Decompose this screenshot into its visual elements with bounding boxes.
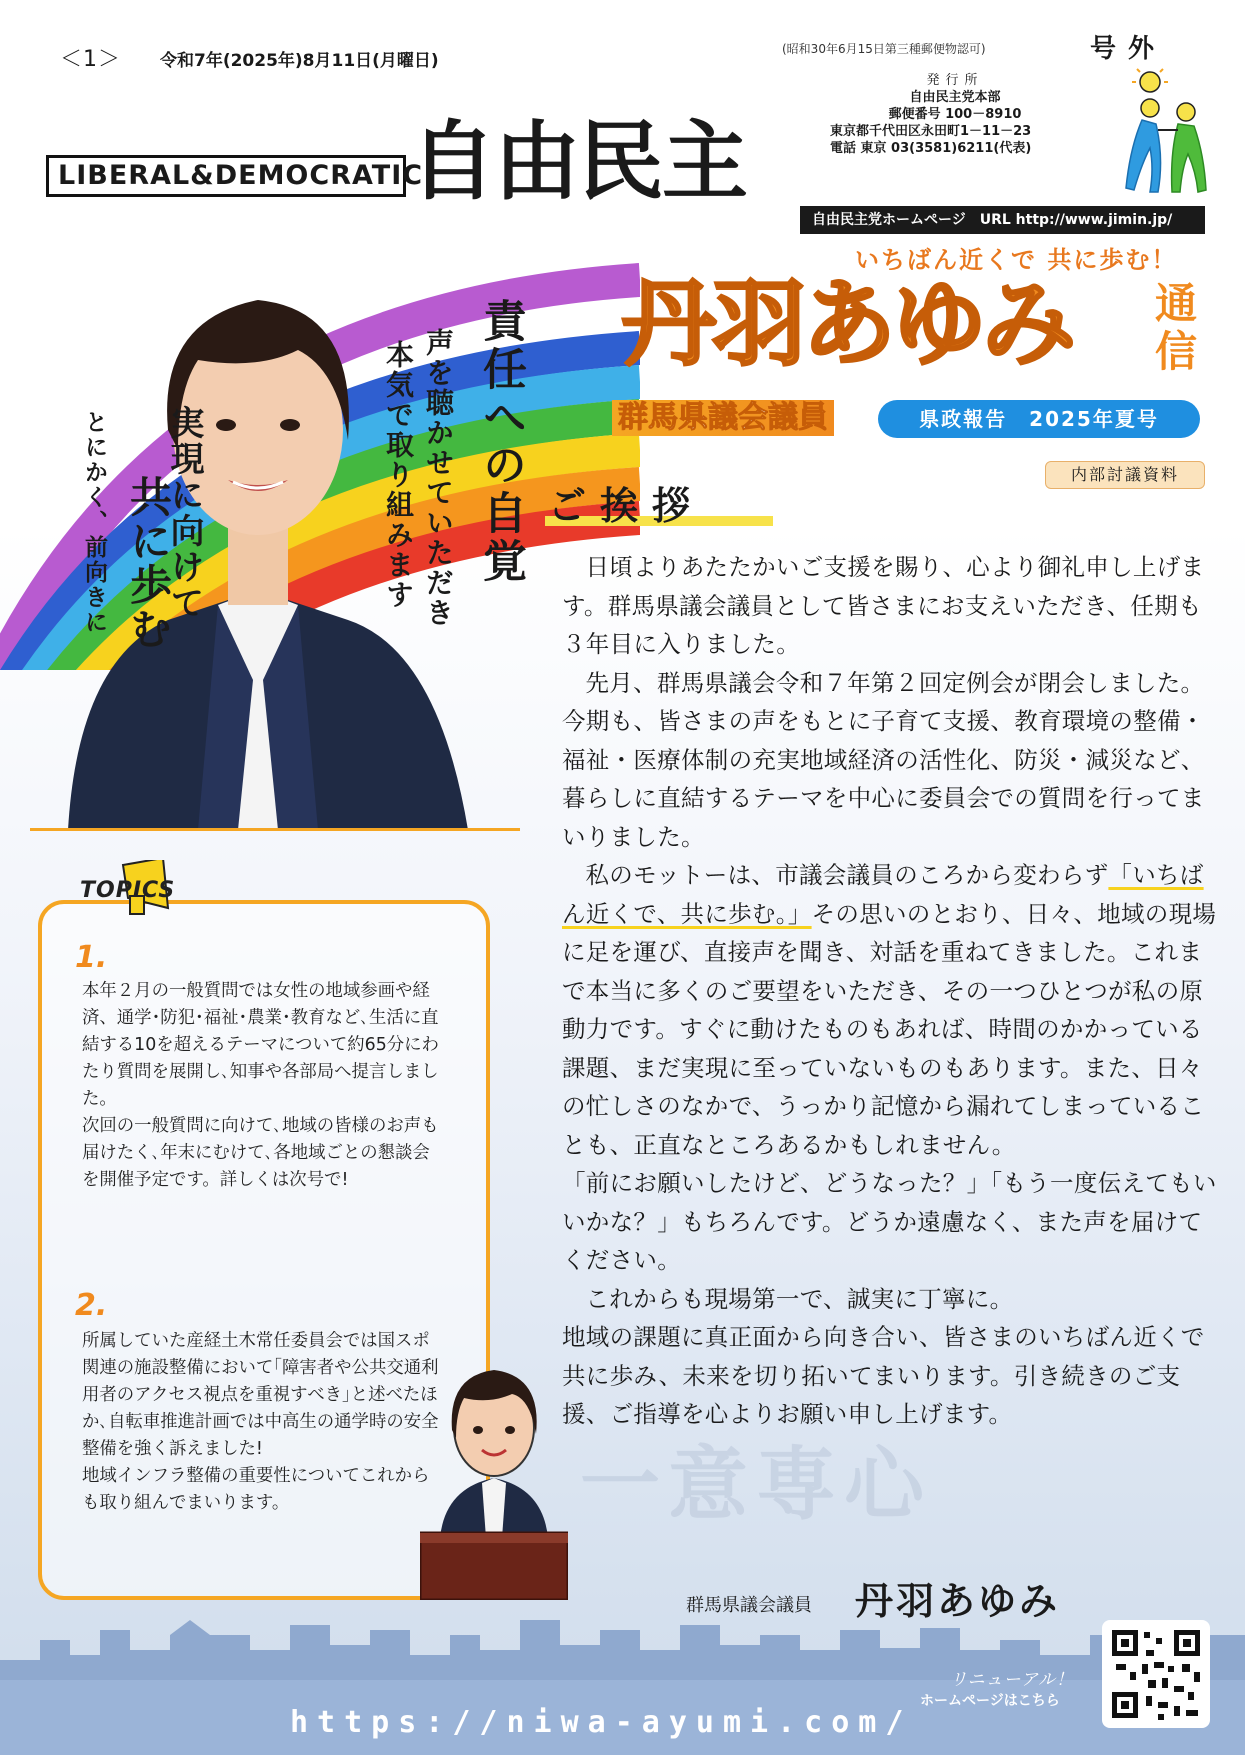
topic-text: 本年２月の一般質問では女性の地域参画や経済、通学･防犯･福祉･農業･教育など､生活に直結する10を超えるテーマについて約65分にわたり質問を展開し､知事や各部局へ提言しました。: [82, 981, 439, 1109]
extra-edition-label: 号外: [1090, 34, 1167, 64]
signature-name: 丹羽あゆみ: [855, 1578, 1061, 1623]
greeting-title: ご挨拶: [548, 483, 705, 528]
signature-role: 群馬県議会議員: [686, 1595, 812, 1616]
greeting-text: 私のモットーは、市議会議員のころから変わらず: [585, 861, 1109, 889]
greeting-paragraph: [562, 856, 1217, 1164]
issue-label: 県政報告 2025年夏号: [878, 400, 1200, 438]
internal-document-badge: 内部討議資料: [1045, 461, 1205, 489]
cartoon-illustration: [420, 1338, 568, 1600]
postal-approval: (昭和30年6月15日第三種郵便物認可): [782, 42, 986, 56]
homepage-link-label: ホームページはこちら: [920, 1693, 1060, 1709]
publisher-address: 東京都千代田区永田町1－11－23: [830, 124, 1032, 139]
greeting-body: [562, 548, 1217, 1434]
candidate-website-url[interactable]: https://niwa-ayumi.com/: [290, 1705, 913, 1740]
topic-item-1: [82, 978, 442, 1194]
topic-text: 所属していた産経土木常任委員会では国スポ関連の施設整備において｢障害者や公共交通利用者のアクセス視点を重視すべき｣と述べたほか､自転車推進計画では中高生の通学時の安全整備を強く訴えました!: [82, 1331, 439, 1459]
slogan-serious: 本気で取り組みます: [382, 340, 415, 610]
greeting-paragraph: 日頃よりあたたかいご支援を賜り、心より御礼申し上げます。群馬県議会議員として皆さまにお支えいただき、任期も３年目に入りました。: [562, 553, 1205, 658]
slogan-realize: 実現に向けて: [164, 405, 204, 621]
publisher-name: 自由民主党本部: [909, 90, 1001, 105]
topics-label: TOPICS: [80, 878, 176, 903]
topic-number: 2.: [75, 1288, 108, 1323]
slogan-listen: 声を聴かせていただき: [422, 328, 455, 628]
publisher-block: [830, 72, 1080, 157]
greeting-paragraph: これからも現場第一で、誠実に丁寧に。: [585, 1284, 1014, 1313]
postal-code: 郵便番号 100－8910: [888, 107, 1022, 122]
issue-date: 令和7年(2025年)8月11日(月曜日): [160, 51, 439, 71]
publisher-label: 発行所: [926, 73, 984, 88]
party-mascot-icon: [1112, 68, 1222, 198]
slogan-forward: とにかく、前向きに: [81, 410, 108, 635]
issue-number: ＜1＞: [60, 47, 121, 72]
motto-highlight: 「いちばん近くで、共に歩む。」: [562, 861, 1204, 928]
greeting-paragraph: 地域の課題に真正面から向き合い、皆さまのいちばん近くで共に歩み、未来を切り拓いてまいります。引き続きのご支援、ご指導を心よりお願い申し上げます。: [562, 1323, 1205, 1428]
logo-english: LIBERAL&DEMOCRATIC: [58, 160, 424, 191]
newsletter-label: 通信: [1154, 279, 1197, 376]
slogan-walk-together: 共に歩む: [124, 475, 173, 651]
topic-text: 次回の一般質問に向けて､地域の皆様のお声も届けたく､年末にむけて､各地域ごとの懇談会を開催予定です。詳しくは次号で!: [82, 1116, 439, 1190]
qr-code-icon[interactable]: [1102, 1620, 1210, 1728]
candidate-name-title: 丹羽あゆみ: [622, 270, 1073, 379]
role-banner: 群馬県議会議員: [612, 400, 834, 436]
watermark-text: 一意専心: [580, 1437, 932, 1531]
publisher-phone: 電話 東京 03(3581)6211(代表): [830, 141, 1032, 156]
greeting-paragraph: 先月、群馬県議会令和７年第２回定例会が閉会しました。今期も、皆さまの声をもとに子育て支援、教育環境の整備・福祉・医療体制の充実地域経済の活性化、防災・減災など、暮らしに直結するテーマを中心に委員会での質問を行ってまいりました。: [562, 668, 1205, 851]
tagline: いちばん近くで 共に歩む！: [855, 246, 1178, 274]
party-homepage-bar: 自由民主党ホームページ URL http://www.jimin.jp/: [800, 206, 1205, 234]
topic-number: 1.: [75, 940, 108, 975]
topic-item-2: [82, 1328, 442, 1517]
renewal-label: リニューアル！: [950, 1670, 1075, 1690]
slogan-responsibility: 責任への自覚: [475, 298, 526, 586]
logo-japanese: 自由民主: [410, 112, 746, 212]
topic-text: 地域インフラ整備の重要性についてこれからも取り組んでまいります。: [82, 1466, 430, 1513]
photo-divider: [30, 828, 520, 831]
greeting-text: その思いのとおり、日々、地域の現場に足を運び、直接声を聞き、対話を重ねてきました。これまで本当に多くのご要望をいただき、その一つひとつが私の原動力です。すぐに動けたものもあれば、時間のかかっている課題、まだ実現に至っていないものもあります。また、日々の忙しさのなかで、うっかり記憶から漏れてしまっていることも、正直なところあるかもしれません。: [562, 899, 1217, 1159]
greeting-paragraph: 「前にお願いしたけど、どうなった？」「もう一度伝えてもいいかな？」もちろんです。どうか遠慮なく、また声を届けてください。: [562, 1169, 1217, 1274]
